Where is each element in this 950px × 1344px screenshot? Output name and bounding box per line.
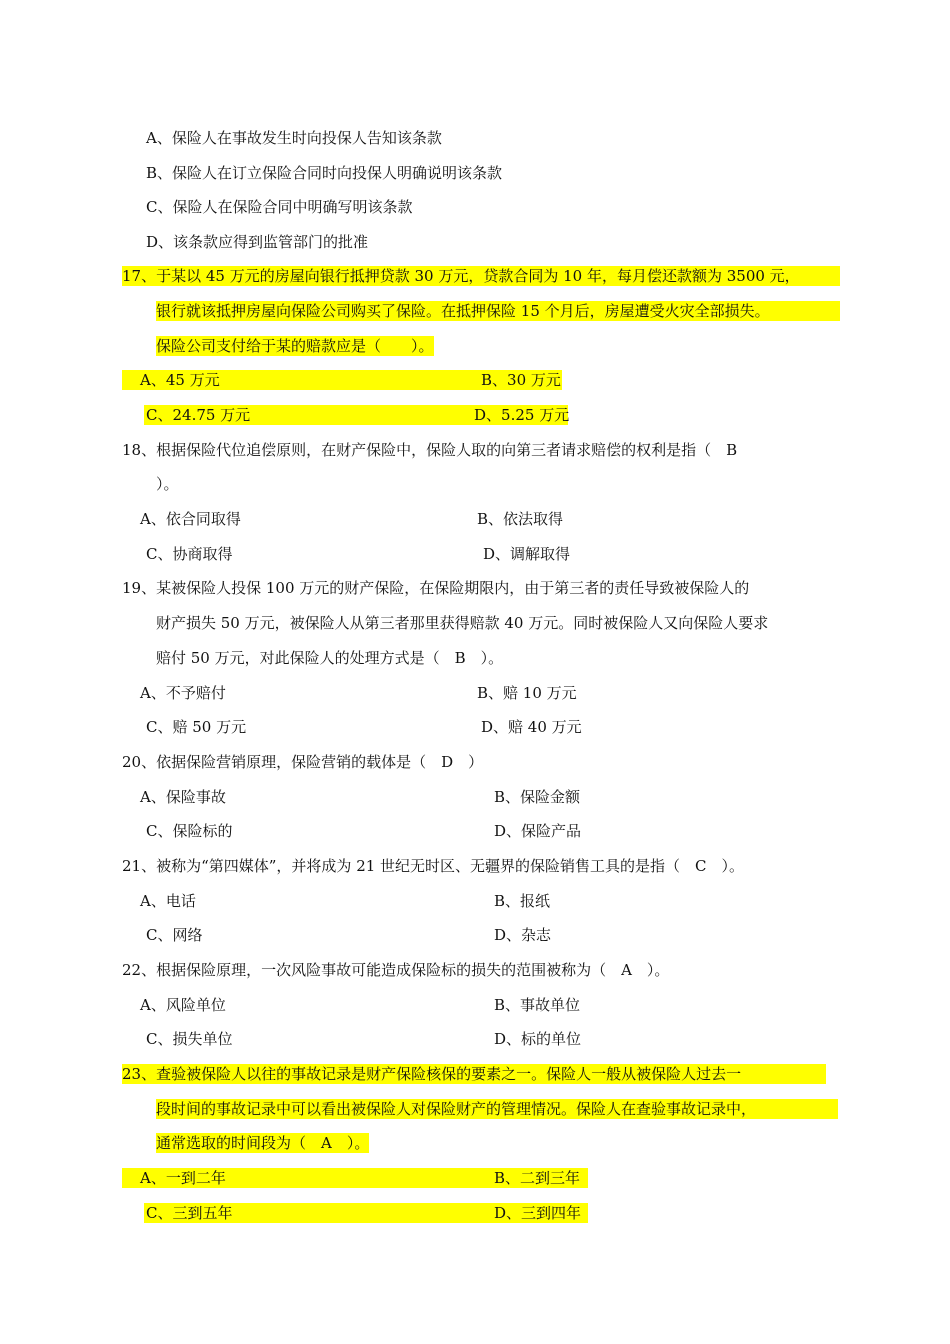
option-d: D、保险产品 bbox=[494, 822, 582, 840]
option-c: C、网络 bbox=[146, 926, 203, 944]
question-text-line: ）。 bbox=[156, 475, 179, 493]
option-b: B、二到三年 bbox=[494, 1169, 581, 1187]
option-c: C、三到五年 bbox=[146, 1204, 233, 1222]
option-a: A、风险单位 bbox=[140, 996, 226, 1014]
option-c: C、保险人在保险合同中明确写明该条款 bbox=[146, 198, 413, 216]
question-text-line: 21、被称为“第四媒体”，并将成为 21 世纪无时区、无疆界的保险销售工具的是指（ C ）。 bbox=[122, 857, 745, 875]
question-text-line: 19、某被保险人投保 100 万元的财产保险，在保险期限内，由于第三者的责任导致被保险人的 bbox=[122, 579, 750, 597]
option-a: A、依合同取得 bbox=[140, 510, 241, 528]
question-text-line: 20、依据保险营销原理，保险营销的载体是（ D ） bbox=[122, 753, 484, 771]
question-text-line: 23、查验被保险人以往的事故记录是财产保险核保的要素之一。保险人一般从被保险人过去一 bbox=[122, 1064, 826, 1084]
question-text-line: 银行就该抵押房屋向保险公司购买了保险。在抵押保险 15 个月后，房屋遭受火灾全部损失。 bbox=[156, 301, 840, 321]
option-b: B、保险人在订立保险合同时向投保人明确说明该条款 bbox=[146, 164, 503, 182]
question-text-line: 17、于某以 45 万元的房屋向银行抵押贷款 30 万元，贷款合同为 10 年，每月偿还款额为 3500 元， bbox=[122, 266, 840, 286]
option-a: A、电话 bbox=[140, 892, 196, 910]
option-a: A、保险人在事故发生时向投保人告知该条款 bbox=[146, 129, 442, 147]
option-d: D、5.25 万元 bbox=[474, 406, 570, 424]
option-d: D、杂志 bbox=[494, 926, 552, 944]
option-c: C、损失单位 bbox=[146, 1030, 233, 1048]
option-d: D、标的单位 bbox=[494, 1030, 582, 1048]
option-c: C、协商取得 bbox=[146, 545, 233, 563]
option-a: A、保险事故 bbox=[140, 788, 226, 806]
option-a: A、45 万元 bbox=[140, 371, 220, 389]
option-a: A、一到二年 bbox=[140, 1169, 226, 1187]
question-text-line: 22、根据保险原理，一次风险事故可能造成保险标的损失的范围被称为（ A ）。 bbox=[122, 961, 670, 979]
option-b: B、报纸 bbox=[494, 892, 551, 910]
question-text-line: 通常选取的时间段为（ A ）。 bbox=[156, 1134, 370, 1152]
question-text-line: 赔付 50 万元，对此保险人的处理方式是（ B ）。 bbox=[156, 649, 504, 667]
option-b: B、保险金额 bbox=[494, 788, 581, 806]
option-b: B、30 万元 bbox=[481, 371, 561, 389]
option-d: D、赔 40 万元 bbox=[481, 718, 582, 736]
option-d: D、三到四年 bbox=[494, 1204, 582, 1222]
question-text-line: 保险公司支付给于某的赔款应是（ ）。 bbox=[156, 337, 434, 355]
question-text-line: 段时间的事故记录中可以看出被保险人对保险财产的管理情况。保险人在查验事故记录中， bbox=[156, 1099, 838, 1119]
option-c: C、保险标的 bbox=[146, 822, 233, 840]
option-b: B、依法取得 bbox=[477, 510, 564, 528]
option-b: B、事故单位 bbox=[494, 996, 581, 1014]
option-c: C、24.75 万元 bbox=[146, 406, 251, 424]
option-d: D、调解取得 bbox=[483, 545, 571, 563]
option-a: A、不予赔付 bbox=[140, 684, 226, 702]
question-text-line: 18、根据保险代位追偿原则，在财产保险中，保险人取的向第三者请求赔偿的权利是指（ B bbox=[122, 441, 738, 459]
option-b: B、赔 10 万元 bbox=[477, 684, 577, 702]
question-text-line: 财产损失 50 万元，被保险人从第三者那里获得赔款 40 万元。同时被保险人又向保险人要求 bbox=[156, 614, 769, 632]
option-c: C、赔 50 万元 bbox=[146, 718, 247, 736]
option-d: D、该条款应得到监管部门的批准 bbox=[146, 233, 369, 251]
